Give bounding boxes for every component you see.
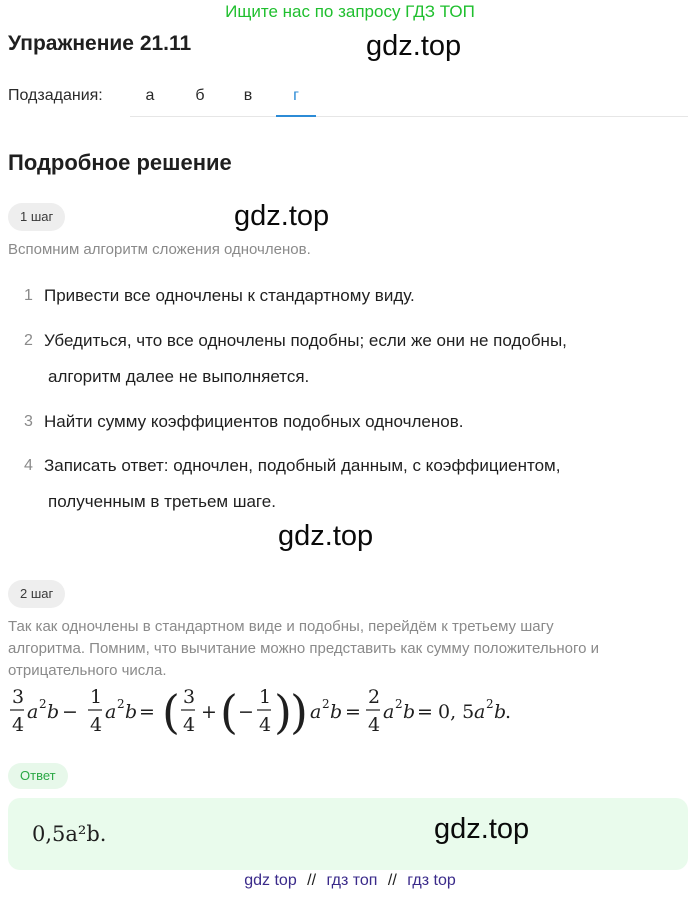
list-item-number: 1 xyxy=(24,287,33,304)
answer-value: 0,5a²b. xyxy=(32,822,107,846)
svg-text:4: 4 xyxy=(183,714,196,736)
tab-b[interactable]: б xyxy=(195,87,205,104)
answer-badge: Ответ xyxy=(8,763,68,789)
svg-text:.: . xyxy=(505,701,512,723)
svg-text:b: b xyxy=(125,701,138,723)
svg-text:−: − xyxy=(238,701,254,723)
svg-text:a: a xyxy=(310,701,322,723)
svg-text:1: 1 xyxy=(90,686,103,708)
list-item-text: Убедиться, что все одночлены подобны; если же они не подобны, xyxy=(44,331,567,350)
footer-link[interactable]: gdz top xyxy=(244,872,297,889)
svg-text:2: 2 xyxy=(117,697,125,711)
svg-text:(: ( xyxy=(162,685,180,739)
list-item-text: алгоритм далее не выполняется. xyxy=(48,367,310,386)
formula-numerator: 3 xyxy=(12,686,25,708)
subtask-tabs xyxy=(130,78,688,117)
svg-text:2: 2 xyxy=(486,697,494,711)
svg-text:0, 5: 0, 5 xyxy=(438,701,475,723)
step-2-line: алгоритма. Помним, что вычитание можно представить как сумму положительного и xyxy=(8,640,600,657)
answer-box xyxy=(8,798,688,870)
svg-text:+: + xyxy=(201,701,217,723)
watermark: gdz.top xyxy=(366,30,462,62)
svg-text:2: 2 xyxy=(39,697,47,711)
list-item-text: Привести все одночлены к стандартному виду. xyxy=(44,286,415,305)
svg-text:(: ( xyxy=(220,685,238,739)
footer-link[interactable]: гдз top xyxy=(407,872,456,889)
list-item-text: полученным в третьем шаге. xyxy=(48,492,276,511)
footer-separator: // xyxy=(307,872,317,889)
tab-v[interactable]: в xyxy=(243,87,253,104)
promo-banner[interactable]: Ищите нас по запросу ГДЗ ТОП xyxy=(225,2,475,21)
svg-text:2: 2 xyxy=(368,686,381,708)
list-item-number: 4 xyxy=(24,457,33,474)
list-item-text: Записать ответ: одночлен, подобный данным, с коэффициентом, xyxy=(44,456,561,475)
watermark: gdz.top xyxy=(278,520,374,552)
svg-text:4: 4 xyxy=(259,714,272,736)
step-2-badge: 2 шаг xyxy=(8,580,65,608)
tab-g[interactable]: г xyxy=(276,78,316,117)
step-2-line: Так как одночлены в стандартном виде и подобны, перейдём к третьему шагу xyxy=(8,618,554,635)
list-item-number: 2 xyxy=(24,332,33,349)
step-2-text xyxy=(8,616,692,682)
formula-denominator: 4 xyxy=(12,714,25,736)
svg-text:−: − xyxy=(62,701,78,723)
footer-separator: // xyxy=(387,872,397,889)
svg-text:=: = xyxy=(345,701,361,723)
svg-text:a: a xyxy=(383,701,395,723)
footer-links xyxy=(0,872,700,890)
watermark: gdz.top xyxy=(234,200,330,232)
svg-text:a: a xyxy=(105,701,117,723)
step-1-intro: Вспомним алгоритм сложения одночленов. xyxy=(8,241,311,258)
svg-text:2: 2 xyxy=(395,697,403,711)
svg-text:a: a xyxy=(27,701,39,723)
watermark: gdz.top xyxy=(434,813,530,845)
svg-text:): ) xyxy=(290,685,308,739)
solution-formula xyxy=(8,682,698,742)
svg-text:b: b xyxy=(47,701,60,723)
footer-link[interactable]: гдз топ xyxy=(326,872,378,889)
svg-text:a: a xyxy=(474,701,486,723)
step-1-badge: 1 шаг xyxy=(8,203,65,231)
svg-text:b: b xyxy=(494,701,507,723)
svg-text:=: = xyxy=(417,701,433,723)
svg-text:): ) xyxy=(274,685,292,739)
subtasks-label: Подзадания: xyxy=(8,87,103,104)
list-item-number: 3 xyxy=(24,413,33,430)
svg-text:4: 4 xyxy=(90,714,103,736)
solution-heading: Подробное решение xyxy=(8,150,232,175)
tab-a[interactable]: а xyxy=(145,87,155,104)
svg-text:b: b xyxy=(330,701,343,723)
svg-text:b: b xyxy=(403,701,416,723)
list-item-text: Найти сумму коэффициентов подобных одночленов. xyxy=(44,412,464,431)
svg-text:=: = xyxy=(139,701,155,723)
svg-text:2: 2 xyxy=(322,697,330,711)
svg-text:4: 4 xyxy=(368,714,381,736)
page-title: Упражнение 21.11 xyxy=(8,32,192,55)
svg-text:1: 1 xyxy=(259,686,272,708)
step-2-line: отрицательного числа. xyxy=(8,662,167,679)
svg-text:3: 3 xyxy=(183,686,196,708)
